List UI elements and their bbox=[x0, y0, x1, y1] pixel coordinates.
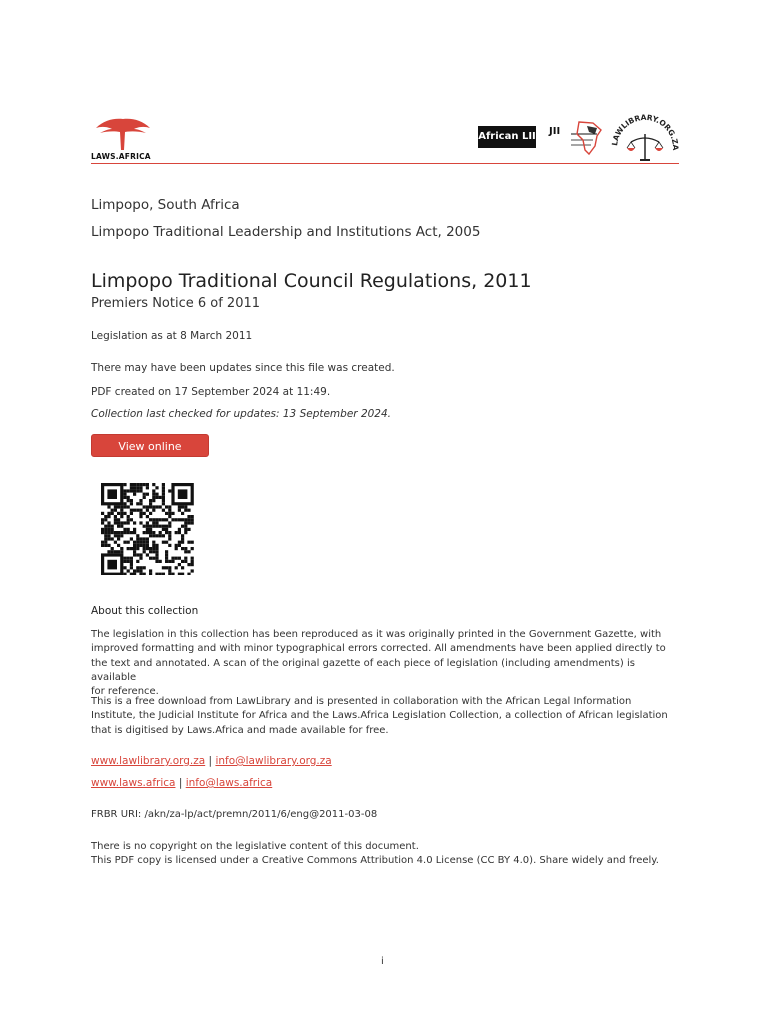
laws-africa-email-link[interactable]: info@laws.africa bbox=[185, 777, 273, 789]
about-line: Institute, the Judicial Institute for Africa and the Laws.Africa Legislation Collection, a collection of African legislation bbox=[91, 710, 668, 722]
about-line: the text and annotated. A scan of the original gazette of each piece of legislation (including amendments) is available bbox=[91, 657, 635, 683]
about-line: The legislation in this collection has been reproduced as it was originally printed in the Government Gazette, with bbox=[91, 629, 662, 640]
lawlibrary-site-link[interactable]: www.lawlibrary.org.za bbox=[91, 755, 206, 767]
laws-africa-logo[interactable] bbox=[91, 116, 153, 160]
jurisdiction: Limpopo, South Africa bbox=[91, 197, 240, 213]
updates-notice: There may have been updates since this file was created. bbox=[91, 362, 395, 374]
link-separator: | bbox=[208, 755, 213, 767]
legislation-date: Legislation as at 8 March 2011 bbox=[91, 330, 253, 342]
tree-icon bbox=[94, 116, 152, 150]
jifa-logo[interactable] bbox=[549, 120, 605, 156]
view-online-button[interactable]: View online bbox=[91, 434, 209, 457]
license-notice: This PDF copy is licensed under a Creative Commons Attribution 4.0 License (CC BY 4.0). Share widely and freely. bbox=[91, 855, 659, 866]
lawlibrary-links bbox=[91, 755, 332, 767]
page-number: i bbox=[381, 956, 384, 967]
qr-code-icon[interactable] bbox=[101, 483, 199, 575]
header bbox=[91, 112, 679, 164]
africa-map-icon bbox=[549, 120, 605, 156]
jifa-wordmark: JII bbox=[549, 126, 561, 137]
page-title: Limpopo Traditional Council Regulations, 2011 bbox=[91, 270, 532, 292]
about-heading: About this collection bbox=[91, 605, 199, 617]
about-line: This is a free download from LawLibrary and is presented in collaboration with the African Legal Information bbox=[91, 696, 632, 707]
scales-of-justice-icon bbox=[611, 112, 679, 164]
lawlibrary-logo[interactable] bbox=[611, 112, 679, 164]
link-separator: | bbox=[178, 777, 183, 789]
laws-africa-wordmark: LAWS.AFRICA bbox=[91, 152, 151, 161]
collection-checked: Collection last checked for updates: 13 September 2024. bbox=[91, 408, 392, 420]
about-line: improved formatting and with minor typographical errors corrected. All amendments have been applied directly to bbox=[91, 643, 666, 655]
laws-africa-links bbox=[91, 777, 272, 789]
africanlii-wordmark: African LII bbox=[478, 131, 536, 142]
about-paragraph-1 bbox=[91, 628, 679, 699]
frbr-uri: FRBR URI: /akn/za-lp/act/premn/2011/6/eng@2011-03-08 bbox=[91, 809, 378, 820]
parent-act: Limpopo Traditional Leadership and Institutions Act, 2005 bbox=[91, 224, 481, 240]
about-line: for reference. bbox=[91, 686, 159, 698]
about-paragraph-2 bbox=[91, 695, 679, 738]
notice-number: Premiers Notice 6 of 2011 bbox=[91, 296, 261, 311]
about-line: that is digitised by Laws.Africa and made available for free. bbox=[91, 724, 389, 736]
africanlii-logo[interactable] bbox=[478, 126, 536, 148]
lawlibrary-wordmark: LAWLIBRARY.ORG.Z bbox=[611, 112, 679, 147]
pdf-created: PDF created on 17 September 2024 at 11:49. bbox=[91, 386, 331, 398]
laws-africa-site-link[interactable]: www.laws.africa bbox=[91, 777, 176, 789]
lawlibrary-email-link[interactable]: info@lawlibrary.org.za bbox=[215, 755, 332, 767]
copyright-notice: There is no copyright on the legislative content of this document. bbox=[91, 841, 419, 852]
header-divider bbox=[91, 163, 679, 164]
